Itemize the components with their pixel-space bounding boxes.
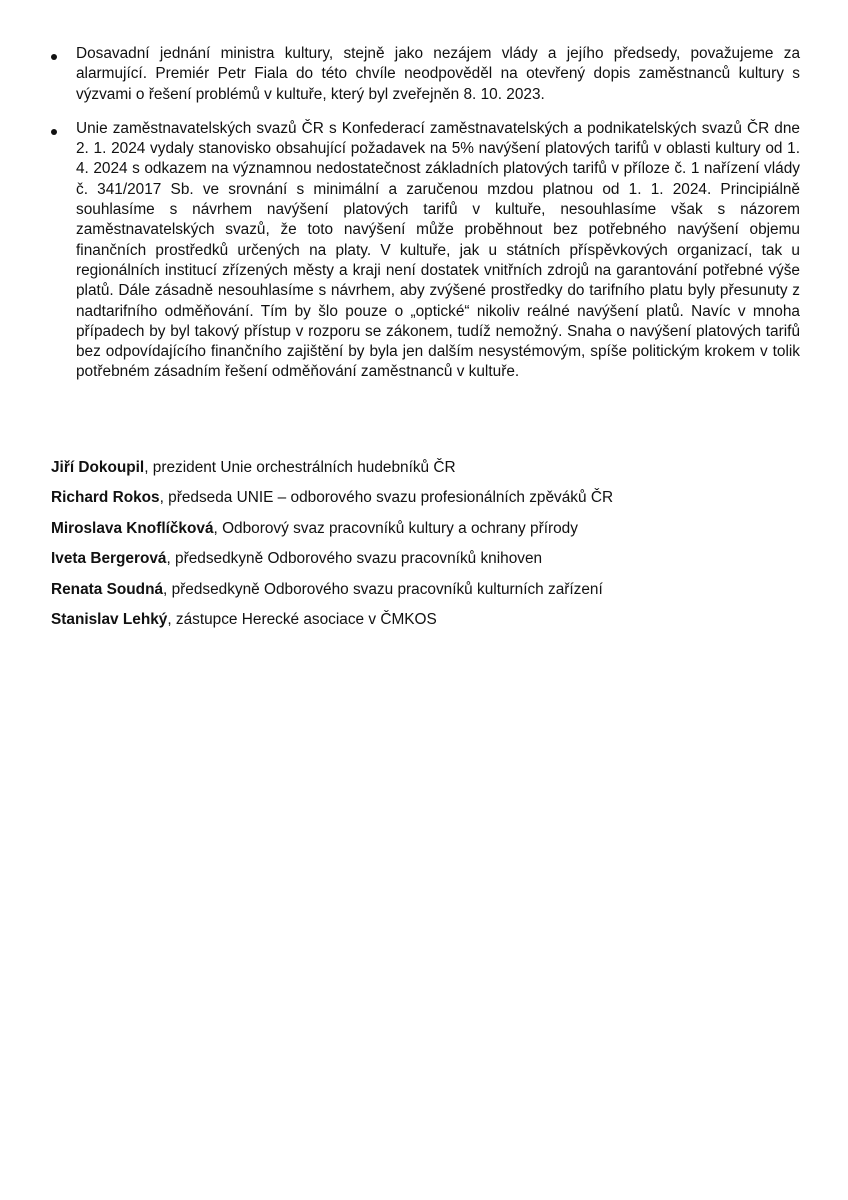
bullet-dot-icon — [51, 129, 57, 135]
signatory — [51, 458, 771, 478]
bullet-item — [48, 119, 800, 383]
signatory-role: , předsedkyně Odborového svazu pracovníků kulturních zařízení — [163, 580, 603, 598]
signatory — [51, 549, 771, 569]
signatory-role: , prezident Unie orchestrálních hudebníků ČR — [144, 459, 456, 476]
signatory — [51, 610, 771, 630]
bullet-text: Dosavadní jednání ministra kultury, stejně jako nezájem vlády a jejího předsedy, považujeme za alarmující. Premiér Petr Fiala do této chvíle neodpověděl na otevřený dopis zaměstnanců kultury s výzvami o řešení problémů v kultuře, který byl zveřejněn 8. 10. 2023. — [76, 45, 800, 103]
signatory — [51, 519, 771, 539]
statement-bullet-list — [48, 44, 800, 397]
bullet-dot-icon — [51, 54, 57, 60]
bullet-text: Unie zaměstnavatelských svazů ČR s Konfederací zaměstnavatelských a podnikatelských svazů ČR dne 2. 1. 2024 vydaly stanovisko obsahující požadavek na 5% navýšení platových tarifů v oblasti kultury od 1. 4. 2024 s odkazem na významnou nedostatečnost základních platových tarifů v příloze č. 1 nařízení vlády č. 341/2017 Sb. ve srovnání s minimální a zaručenou mzdou platnou od 1. 1. 2024. Principiálně souhlasíme s návrhem navýšení platových tarifů v kultuře, nesouhlasíme však s názorem zaměstnavatelských svazů, že toto navýšení může proběhnout bez potřebného navýšení objemu finančních prostředků určených na platy. V kultuře, jak u státních příspěvkových organizací, tak u regionálních institucí zřízených městy a kraji není dostatek vnitřních zdrojů na garantování potřebné výše platů. Dále zásadně nesouhlasíme s návrhem, aby zvýšené prostředky do tarifního platu byly přesunuty z nadtarifního odměňování. Tím by šlo pouze o „optické“ nikoliv reálné navýšení platů. Navíc v mnoha případech by byl takový přístup v rozporu se zákonem, tudíž nemožný. Snaha o navýšení platových tarifů bez odpovídajícího finančního zajištění by byla jen dalším nesystémovým, spíše politickým krokem v tolik potřebném zásadním řešení odměňování zaměstnanců v kultuře. — [76, 119, 800, 381]
signatory-name: Richard Rokos — [51, 489, 160, 507]
signatory-role: , zástupce Herecké asociace v ČMKOS — [167, 610, 437, 628]
signatory — [51, 488, 771, 508]
bullet-item — [48, 44, 800, 105]
signatory-role: , Odborový svaz pracovníků kultury a ochrany přírody — [213, 519, 578, 537]
signatory-role: , předseda UNIE – odborového svazu profesionálních zpěváků ČR — [159, 489, 614, 507]
signatory-name: Renata Soudná — [51, 580, 164, 598]
signatory-name: Stanislav Lehký — [51, 610, 168, 628]
signatory-name: Jiří Dokoupil — [51, 459, 145, 476]
signatory-role: , předsedkyně Odborového svazu pracovníků knihoven — [166, 550, 543, 568]
signatory — [51, 580, 771, 600]
signatory-name: Iveta Bergerová — [51, 550, 167, 568]
signatory-name: Miroslava Knoflíčková — [51, 519, 214, 537]
signatory-list — [51, 458, 771, 640]
